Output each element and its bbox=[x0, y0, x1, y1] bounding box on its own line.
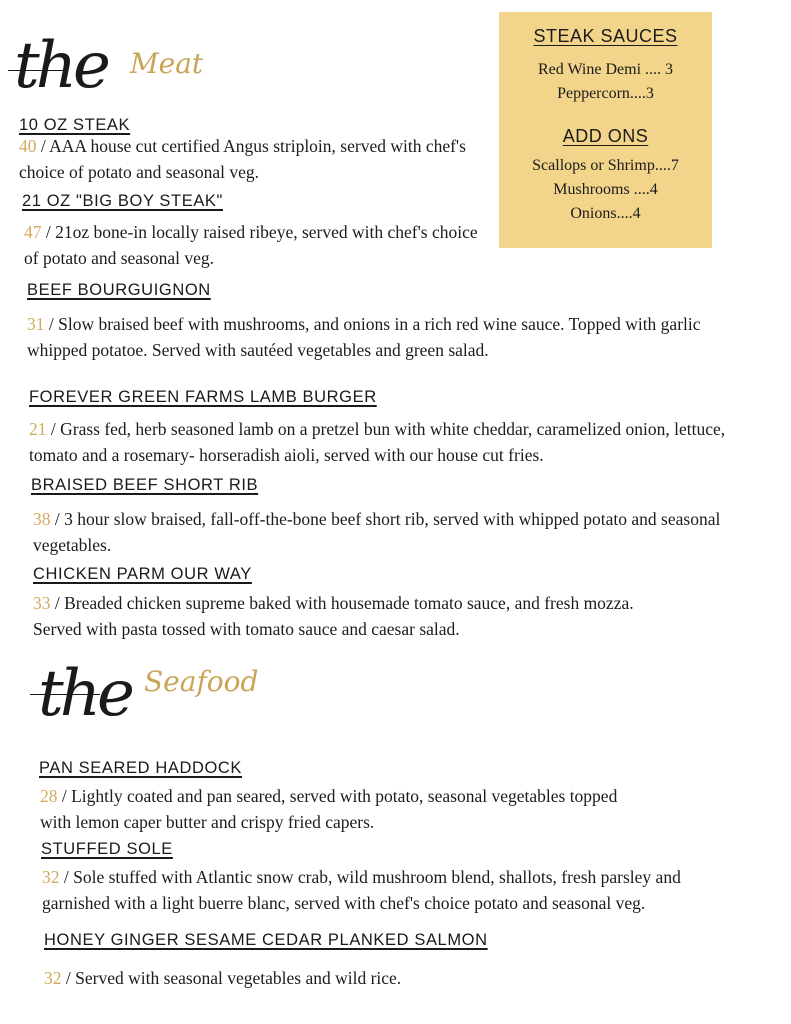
menu-item-description bbox=[33, 590, 658, 642]
steak-sauce-item: Red Wine Demi .... 3 bbox=[537, 61, 674, 78]
menu-item-desc-text: / Lightly coated and pan seared, served with potato, seasonal vegetables topped with lemon caper butter and crispy fried capers. bbox=[40, 786, 618, 832]
menu-item-price: 32 bbox=[44, 968, 62, 988]
menu-item-title: 21 OZ "BIG BOY STEAK" bbox=[22, 192, 223, 210]
menu-item-desc-text: / Breaded chicken supreme baked with housemade tomato sauce, and fresh mozza. Served with pasta tossed with tomato sauce and caesar salad. bbox=[33, 593, 634, 639]
meat-heading-the: the bbox=[14, 29, 107, 103]
menu-item-title: BEEF BOURGUIGNON bbox=[27, 281, 211, 299]
steak-sauce-item: Peppercorn....3 bbox=[557, 85, 654, 102]
add-on-item: Scallops or Shrimp....7 bbox=[532, 157, 679, 174]
menu-item-title: PAN SEARED HADDOCK bbox=[39, 759, 243, 777]
menu-item-title: 10 OZ STEAK bbox=[19, 116, 131, 134]
menu-item-title: FOREVER GREEN FARMS LAMB BURGER bbox=[29, 388, 377, 406]
menu-item-title: BRAISED BEEF SHORT RIB bbox=[31, 476, 259, 494]
steak-sauces-box bbox=[499, 12, 712, 248]
menu-item-desc-text: / Grass fed, herb seasoned lamb on a pretzel bun with white cheddar, caramelized onion, lettuce, tomato and a rosemary- horseradish aioli, served with our house cut fries. bbox=[29, 419, 726, 465]
menu-item-price: 32 bbox=[42, 867, 60, 887]
menu-item-title: STUFFED SOLE bbox=[41, 840, 173, 858]
menu-item-price: 33 bbox=[33, 593, 51, 613]
seafood-heading-the: the bbox=[38, 657, 131, 731]
menu-item-price: 31 bbox=[27, 314, 45, 334]
menu-item-description bbox=[42, 864, 732, 916]
menu-item-description bbox=[44, 965, 644, 991]
menu-item-price: 28 bbox=[40, 786, 58, 806]
meat-heading-category: Meat bbox=[130, 47, 204, 80]
menu-item-desc-text: / Served with seasonal vegetables and wild rice. bbox=[61, 968, 402, 988]
add-on-item: Onions....4 bbox=[570, 205, 641, 222]
steak-sauces-title: STEAK SAUCES bbox=[533, 26, 678, 46]
menu-item-desc-text: / 21oz bone-in locally raised ribeye, served with chef's choice of potato and seasonal veg. bbox=[24, 222, 478, 268]
menu-item-title: CHICKEN PARM OUR WAY bbox=[33, 565, 252, 583]
menu-item-price: 38 bbox=[33, 509, 51, 529]
menu-item-desc-text: / Sole stuffed with Atlantic snow crab, wild mushroom blend, shallots, fresh parsley and garnished with a light buerre blanc, served with chef's choice potato and seasonal veg. bbox=[42, 867, 681, 913]
menu-item-price: 21 bbox=[29, 419, 47, 439]
menu-item-description bbox=[24, 219, 486, 271]
add-on-item: Mushrooms ....4 bbox=[553, 181, 658, 198]
menu-item-desc-text: / Slow braised beef with mushrooms, and onions in a rich red wine sauce. Topped with garlic whipped potatoe. Served with sautéed vegetables and green salad. bbox=[27, 314, 701, 360]
menu-item-description bbox=[19, 133, 484, 185]
menu-item-price: 47 bbox=[24, 222, 42, 242]
menu-item-description bbox=[29, 416, 759, 468]
menu-item-description bbox=[27, 311, 732, 363]
menu-item-desc-text: / AAA house cut certified Angus striploin, served with chef's choice of potato and seasonal veg. bbox=[19, 136, 466, 182]
menu-item-title: HONEY GINGER SESAME CEDAR PLANKED SALMON bbox=[44, 931, 488, 949]
seafood-heading-category: Seafood bbox=[144, 665, 259, 698]
menu-item-description bbox=[33, 506, 723, 558]
menu-item-description bbox=[40, 783, 620, 835]
menu-item-price: 40 bbox=[19, 136, 37, 156]
add-ons-title: ADD ONS bbox=[562, 126, 649, 146]
menu-item-desc-text: / 3 hour slow braised, fall-off-the-bone beef short rib, served with whipped potato and seasonal vegetables. bbox=[33, 509, 721, 555]
